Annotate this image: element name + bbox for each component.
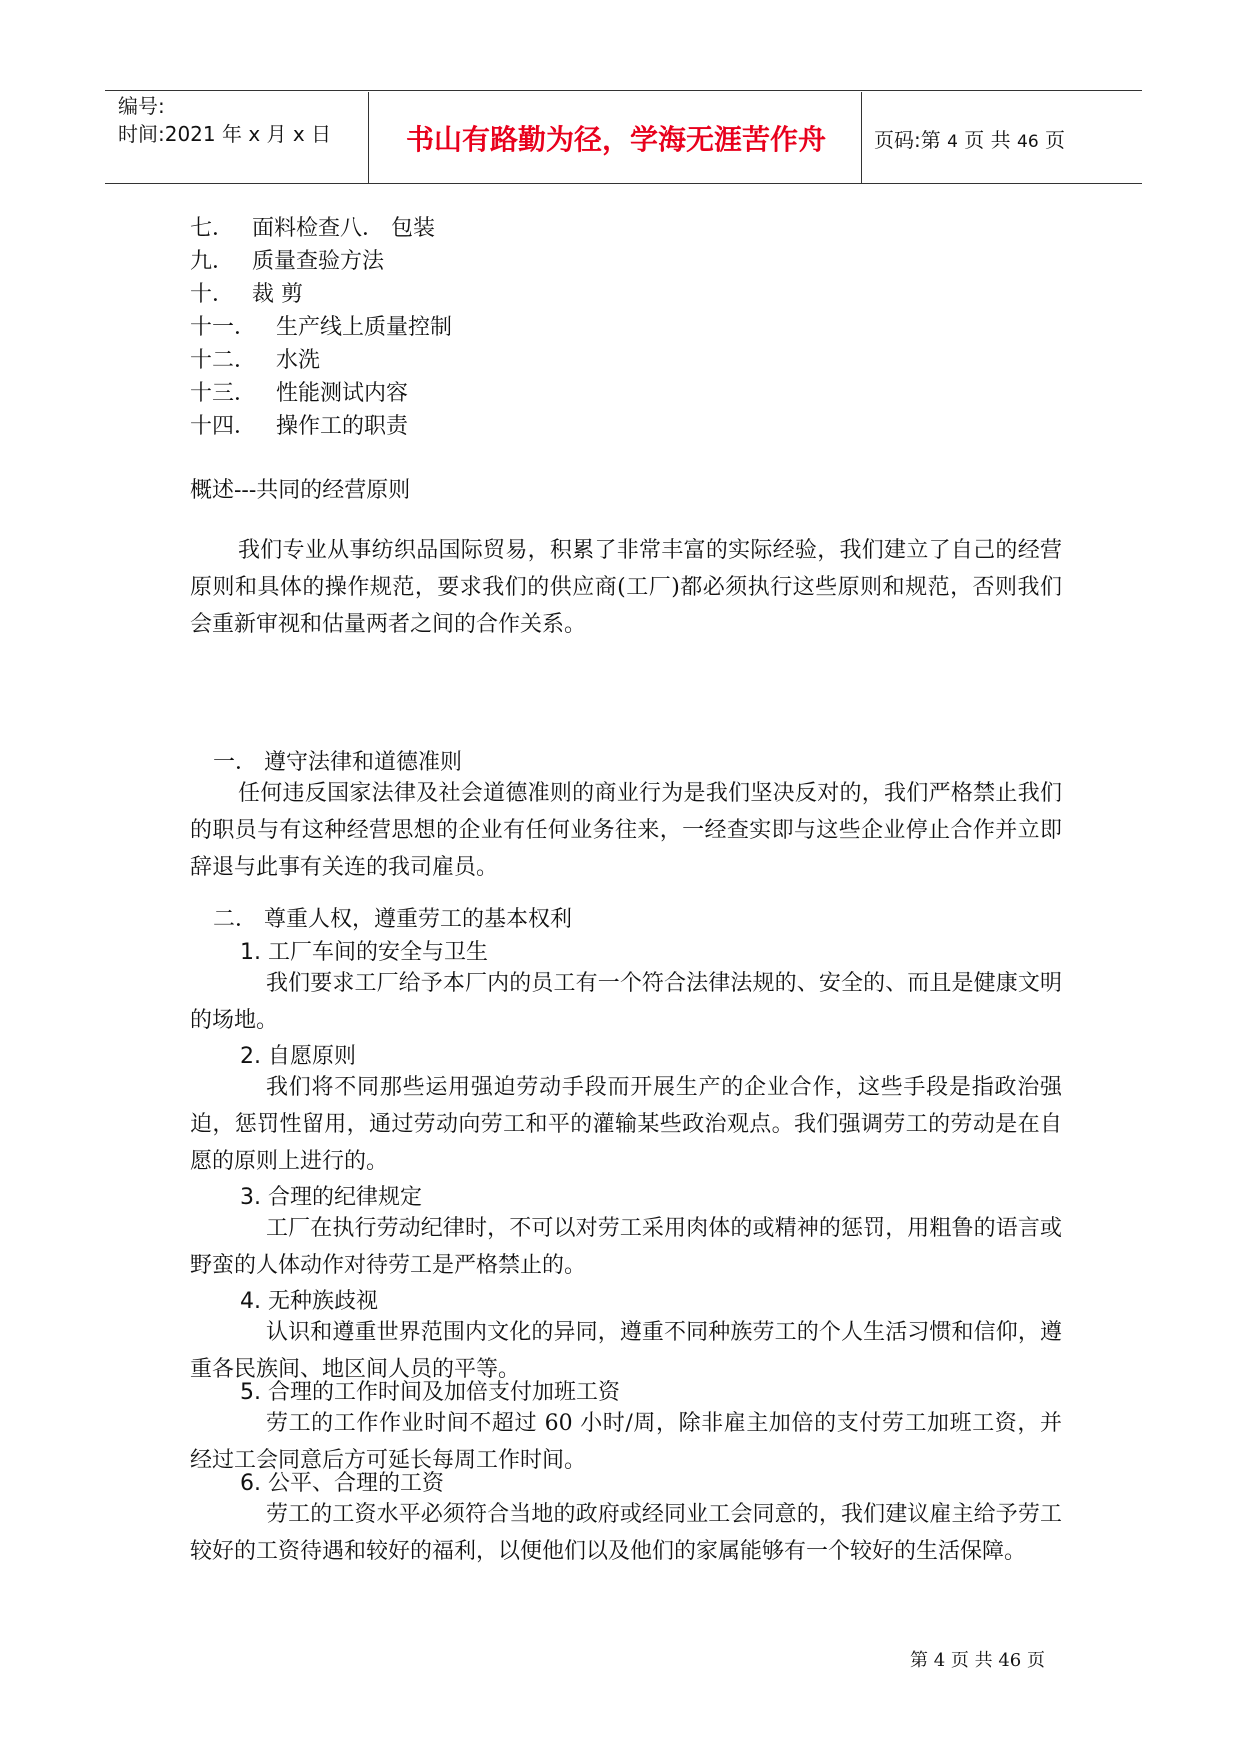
toc-item [190, 278, 452, 311]
toc-label: 质量查验方法 [252, 249, 385, 274]
section-2-title: 二． 尊重人权，遵重劳工的基本权利 [213, 907, 572, 932]
toc-item [190, 410, 452, 443]
subsection-number: 4. [240, 1289, 261, 1314]
toc-item [190, 344, 452, 377]
subsection-label: 合理的工作时间及加倍支付加班工资 [268, 1380, 621, 1405]
header-motto: 书山有路勤为径，学海无涯苦作舟 [405, 123, 826, 156]
toc-item [190, 311, 452, 344]
toc-label: 面料检查八． 包装 [252, 216, 435, 241]
subsection-label: 工厂车间的安全与卫生 [268, 940, 489, 965]
subsection-label: 公平、合理的工资 [268, 1471, 445, 1496]
toc-number: 九． [190, 249, 235, 274]
header-top-rule [105, 90, 1142, 91]
subsection-paragraph: 我们将不同那些运用强迫劳动手段而开展生产的企业合作，这些手段是指政治强迫，惩罚性留用，通过劳动向劳工和平的灌输某些政治观点。我们强调劳工的劳动是在自愿的原则上进行的。 [190, 1075, 1062, 1174]
header-bottom-rule [105, 183, 1142, 184]
toc-number: 十． [190, 282, 235, 307]
subsection-number: 5. [240, 1380, 261, 1405]
header-meta [118, 92, 331, 148]
page-number: 4 [947, 132, 958, 152]
subsection-title [240, 1180, 422, 1211]
toc-number: 十四． [190, 414, 257, 439]
subsection-number: 3. [240, 1185, 261, 1210]
subsection-paragraph: 工厂在执行劳动纪律时，不可以对劳工采用肉体的或精神的惩罚，用粗鲁的语言或野蛮的人体动作对待劳工是严格禁止的。 [190, 1216, 1062, 1278]
document-time: 时间:2021 年 x 月 x 日 [118, 122, 332, 146]
subsection-title [240, 1284, 378, 1315]
header-page-indicator [874, 124, 1065, 153]
toc-item [190, 212, 452, 245]
toc-label: 水洗 [276, 348, 321, 373]
section-1-title: 一． 遵守法律和道德准则 [213, 750, 462, 775]
overview-paragraph: 我们专业从事纺织品国际贸易，积累了非常丰富的实际经验，我们建立了自己的经营原则和具体的操作规范，要求我们的供应商(工厂)都必须执行这些原则和规范，否则我们会重新审视和估量两者之间的合作关系。 [190, 538, 1062, 637]
subsection-number: 6. [240, 1471, 261, 1496]
subsection-label: 合理的纪律规定 [268, 1185, 423, 1210]
subsection-title [240, 1375, 620, 1406]
page-total: 46 [1017, 132, 1039, 152]
header-divider [368, 92, 369, 184]
toc-number: 十三． [190, 381, 257, 406]
document-number-label: 编号: [118, 94, 165, 118]
section-1-paragraph: 任何违反国家法律及社会道德准则的商业行为是我们坚决反对的，我们严格禁止我们的职员与有这种经营思想的企业有任何业务往来，一经查实即与这些企业停止合作并立即辞退与此事有关连的我司雇员。 [190, 781, 1062, 880]
subsection-paragraph: 认识和遵重世界范围内文化的异同，遵重不同种族劳工的个人生活习惯和信仰，遵重各民族间、地区间人员的平等。 [190, 1320, 1062, 1382]
subsection-number: 2. [240, 1044, 261, 1069]
subsection-label: 无种族歧视 [268, 1289, 379, 1314]
subsection-title [240, 935, 488, 966]
subsection-title [240, 1039, 356, 1070]
toc-number: 十一． [190, 315, 257, 340]
page-suffix: 页 [1038, 128, 1066, 152]
toc-label: 操作工的职责 [276, 414, 409, 439]
toc-label: 生产线上质量控制 [276, 315, 453, 340]
toc-label: 性能测试内容 [276, 381, 409, 406]
toc-item [190, 245, 452, 278]
toc-item [190, 377, 452, 410]
toc-label: 裁 剪 [252, 282, 303, 307]
page-footer: 第 4 页 共 46 页 [910, 1650, 1045, 1671]
table-of-contents [190, 212, 452, 443]
subsection-paragraph: 我们要求工厂给予本厂内的员工有一个符合法律法规的、安全的、而且是健康文明的场地。 [190, 971, 1062, 1033]
subsection-title [240, 1466, 444, 1497]
toc-number: 十二． [190, 348, 257, 373]
subsection-paragraph: 劳工的工资水平必须符合当地的政府或经同业工会同意的，我们建议雇主给予劳工较好的工资待遇和较好的福利，以便他们以及他们的家属能够有一个较好的生活保障。 [190, 1502, 1062, 1564]
page-mid: 页 共 [957, 128, 1018, 152]
subsection-label: 自愿原则 [268, 1044, 357, 1069]
subsection-number: 1. [240, 940, 261, 965]
subsection-paragraph: 劳工的工作作业时间不超过 60 小时/周，除非雇主加倍的支付劳工加班工资，并经过工会同意后方可延长每周工作时间。 [190, 1411, 1062, 1473]
toc-number: 七． [190, 216, 235, 241]
overview-title: 概述---共同的经营原则 [190, 478, 411, 503]
page-prefix: 页码:第 [874, 128, 948, 152]
